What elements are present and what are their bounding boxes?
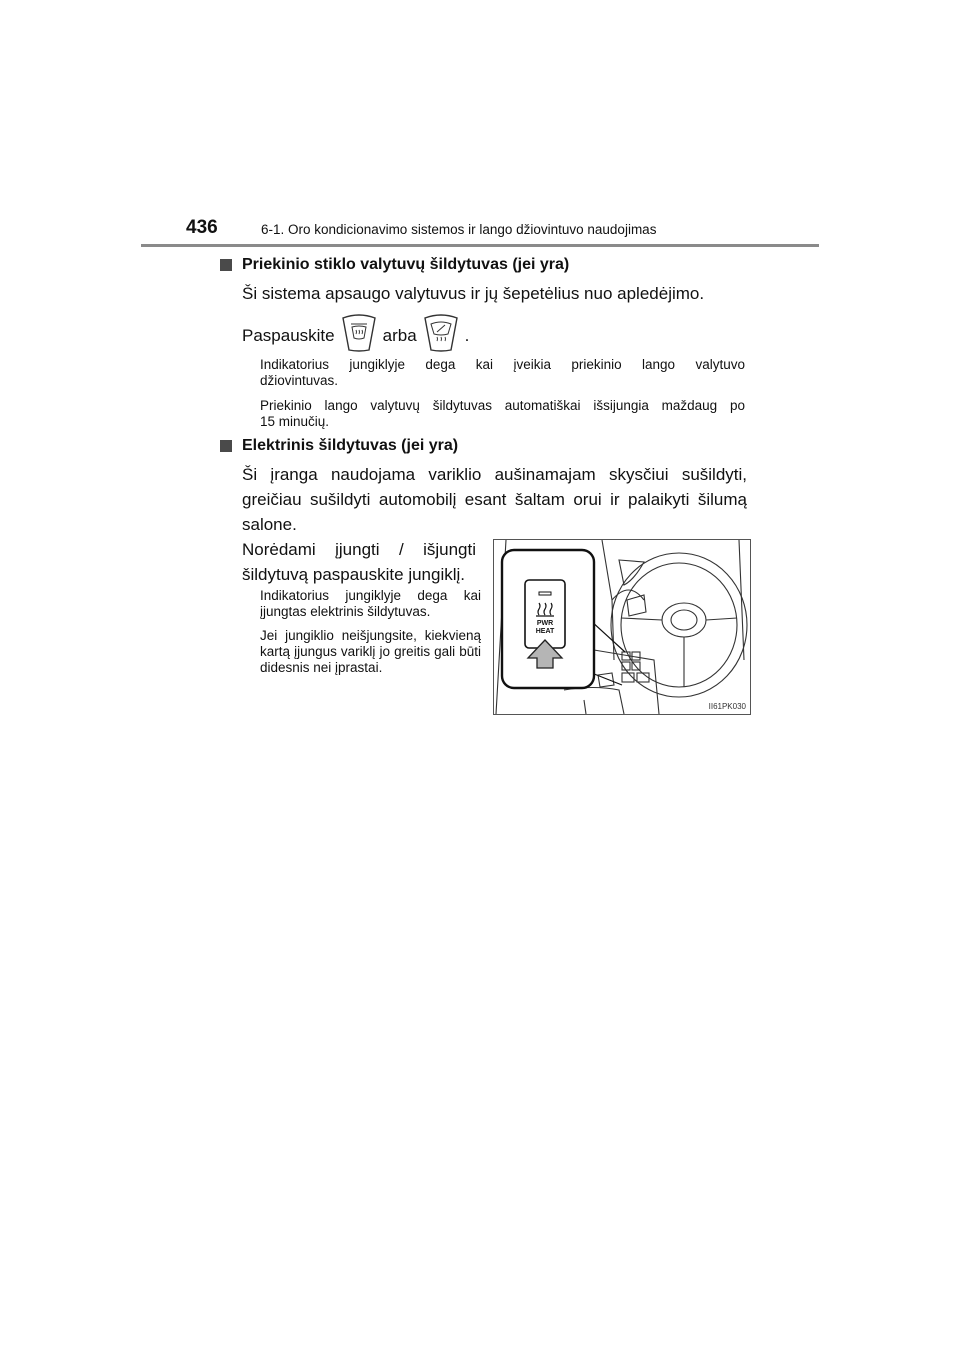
- note-2-line-1: Priekinio lango valytuvų šildytuvas automatiškai išsijungia maždaug po: [260, 398, 745, 413]
- wiper-deicer-heading: [220, 256, 569, 274]
- electric-heater-heading: [220, 437, 458, 455]
- press-suffix: .: [464, 326, 470, 345]
- switch-label-heat: HEAT: [535, 628, 555, 635]
- image-code: II61PK030: [708, 702, 746, 711]
- wiper-deicer-intro: Ši sistema apsaugo valytuvus ir jų šepetėlius nuo apledėjimo.: [242, 284, 705, 303]
- wiper-deicer-button-alt-icon: [423, 312, 459, 359]
- header-divider: [141, 244, 819, 247]
- wiper-deicer-heading-text: Priekinio stiklo valytuvų šildytuvas (jei yra): [242, 256, 570, 273]
- electric-heater-note-1: Indikatorius jungiklyje dega kai įjungtas elektrinis šildytuvas.: [260, 588, 481, 619]
- heater-switch-illustration: [493, 539, 751, 715]
- section-title: 6-1. Oro kondicionavimo sistemos ir lango džiovintuvo naudojimas: [261, 222, 657, 237]
- wiper-deicer-note-2: [260, 398, 745, 430]
- heater-instruction-line-1: Norėdami įjungti / išjungti: [242, 540, 476, 559]
- square-bullet-icon: [220, 440, 232, 452]
- electric-heater-heading-text: Elektrinis šildytuvas (jei yra): [242, 437, 459, 454]
- electric-heater-note-2: Jei jungiklio neišjungsite, kiekvieną kartą įjungus variklį jo greitis gali būti didesnis nei įprastai.: [260, 628, 481, 675]
- wiper-deicer-note-1: [260, 357, 745, 389]
- note-2-line-2: 15 minučių.: [260, 414, 330, 429]
- heater-intro-line-3: salone.: [242, 515, 297, 534]
- electric-heater-intro: [242, 462, 747, 537]
- switch-label: [523, 620, 567, 636]
- note-1-line-1: Indikatorius jungiklyje dega kai įveikia priekinio lango valytuvo: [260, 357, 745, 372]
- heater-intro-line-1: Ši įranga naudojama variklio aušinamajam skysčiui sušildyti,: [242, 465, 747, 484]
- heater-instruction-line-2: šildytuvą paspauskite jungiklį.: [242, 565, 466, 584]
- electric-heater-instruction: [242, 537, 476, 587]
- press-prefix: Paspauskite: [242, 326, 335, 345]
- press-middle: arba: [382, 326, 417, 345]
- page-number: 436: [186, 217, 218, 238]
- note-1-line-2: džiovintuvas.: [260, 373, 339, 388]
- heater-intro-line-2: greičiau sušildyti automobilį esant šaltam orui ir palaikyti šilumą: [242, 490, 747, 509]
- switch-label-pwr: PWR: [536, 620, 554, 627]
- square-bullet-icon: [220, 259, 232, 271]
- wiper-deicer-press-line: [242, 312, 469, 359]
- wiper-deicer-button-icon: [341, 312, 377, 359]
